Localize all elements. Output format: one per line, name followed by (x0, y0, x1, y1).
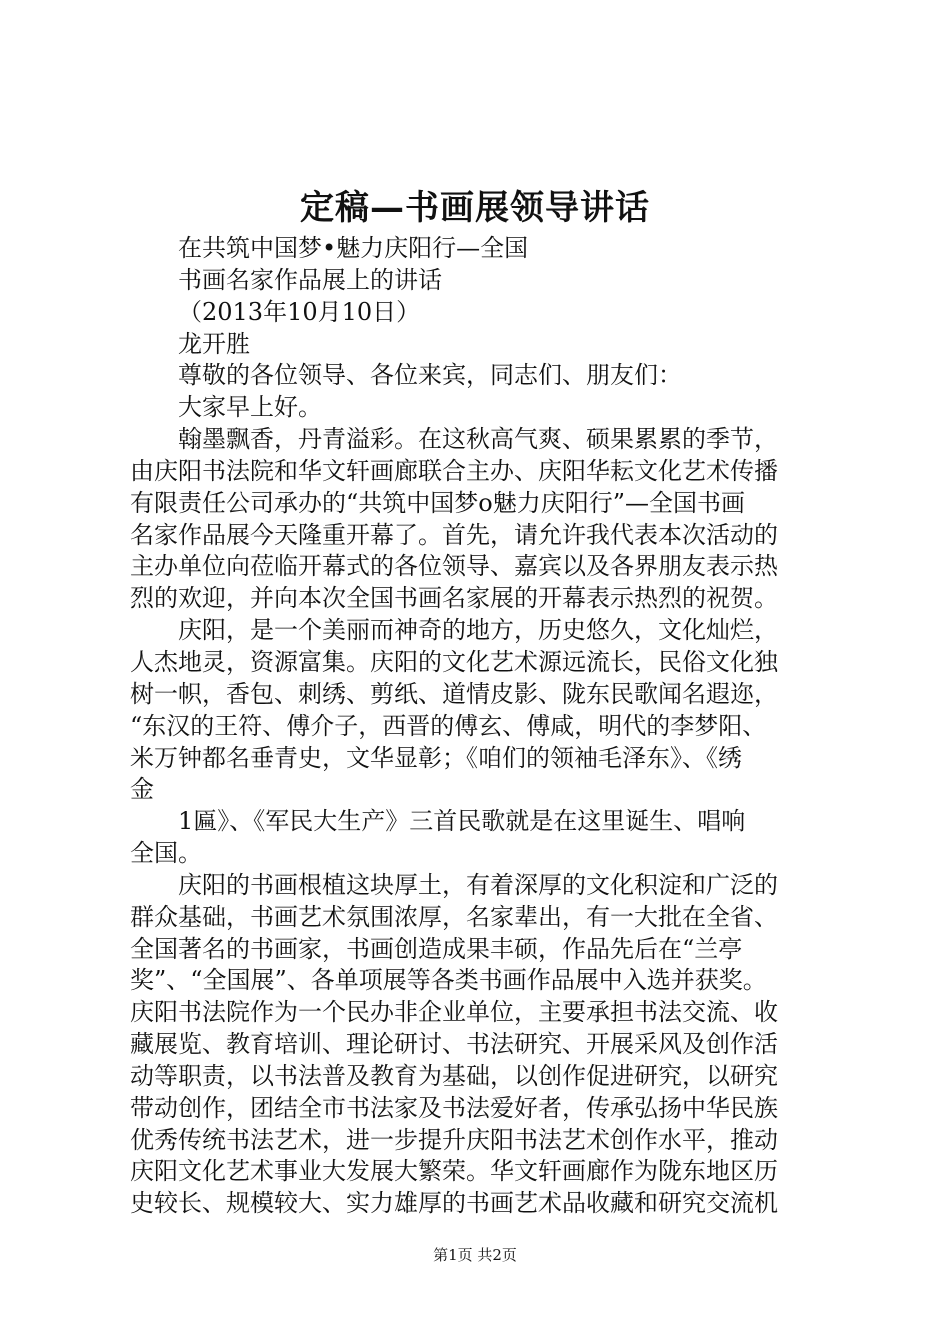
subtitle-line-2: 书画名家作品展上的讲话 (178, 265, 442, 294)
paragraph-line: 群众基础，书画艺术氛围浓厚，名家辈出，有一大批在全省、 (130, 902, 778, 931)
subtitle-line-1: 在共筑中国梦•魅力庆阳行—全国 (178, 234, 529, 262)
paragraph-line: 庆阳文化艺术事业大发展大繁荣。华文轩画廊作为陇东地区历 (130, 1157, 778, 1186)
paragraph-line: 金 (130, 775, 154, 804)
speaker-name: 龙开胜 (178, 329, 250, 358)
paragraph-line: 奖”、“全国展”、各单项展等各类书画作品展中入选并获奖。 (130, 966, 767, 995)
paragraph-line: 史较长、规模较大、实力雄厚的书画艺术品收藏和研究交流机 (130, 1189, 778, 1218)
paragraph-line: 人杰地灵，资源富集。庆阳的文化艺术源远流长，民俗文化独 (130, 647, 778, 676)
paragraph-line: 名家作品展今天隆重开幕了。首先，请允许我代表本次活动的 (130, 520, 778, 549)
page-footer: 第1页 共2页 (433, 1246, 517, 1264)
paragraph-line: 主办单位向莅临开幕式的各位领导、嘉宾以及各界朋友表示热 (130, 552, 778, 581)
paragraph-line: 庆阳书法院作为一个民办非企业单位，主要承担书法交流、收 (130, 998, 778, 1027)
paragraph-line: 全国著名的书画家，书画创造成果丰硕，作品先后在“兰亭 (130, 934, 743, 963)
document-body (130, 233, 835, 1220)
paragraph-line: 烈的欢迎，并向本次全国书画名家展的开幕表示热烈的祝贺。 (130, 584, 778, 613)
paragraph-line: 树一帜，香包、刺绣、剪纸、道情皮影、陇东民歌闻名遐迩， (130, 679, 778, 708)
paragraph-line: 动等职责，以书法普及教育为基础，以创作促进研究，以研究 (130, 1061, 778, 1090)
paragraph-line: 藏展览、教育培训、理论研讨、书法研究、开展采风及创作活 (130, 1030, 778, 1059)
paragraph-line: 庆阳，是一个美丽而神奇的地方，历史悠久，文化灿烂， (178, 616, 778, 645)
greeting: 大家早上好。 (178, 393, 322, 422)
paragraph-line: 有限责任公司承办的“共筑中国梦o魅力庆阳行”—全国书画 (130, 488, 745, 517)
speech-date: （2013年10月10日） (178, 297, 421, 326)
salutation: 尊敬的各位领导、各位来宾，同志们、朋友们： (178, 361, 682, 390)
paragraph-line: 带动创作，团结全市书法家及书法爱好者，传承弘扬中华民族 (130, 1093, 778, 1122)
paragraph-line: 1匾》、《军民大生产》三首民歌就是在这里诞生、唱响 (178, 807, 746, 836)
paragraph-line: 庆阳的书画根植这块厚土，有着深厚的文化积淀和广泛的 (178, 870, 778, 899)
paragraph-line: 米万钟都名垂青史，文华显彰；《咱们的领袖毛泽东》、《绣 (130, 743, 742, 772)
document-title: 定稿—书画展领导讲话 (300, 188, 650, 228)
paragraph-line: 全国。 (130, 839, 202, 868)
paragraph-line: 翰墨飘香，丹青溢彩。在这秋高气爽、硕果累累的季节， (178, 425, 778, 454)
paragraph-line: 优秀传统书法艺术，进一步提升庆阳书法艺术创作水平，推动 (130, 1125, 778, 1154)
paragraph-line: “东汉的王符、傅介子，西晋的傅玄、傅咸，明代的李梦阳、 (130, 711, 767, 740)
paragraph-line: 由庆阳书法院和华文轩画廊联合主办、庆阳华耘文化艺术传播 (130, 456, 778, 485)
